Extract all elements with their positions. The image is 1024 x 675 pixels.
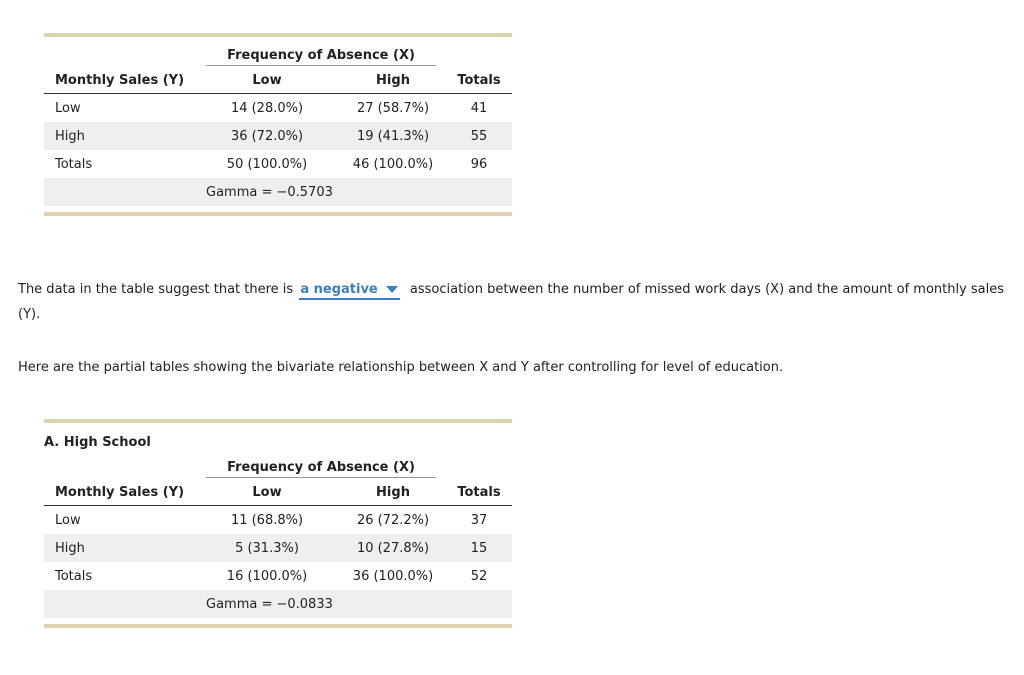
crosstab-table-2 [44, 419, 512, 631]
cell-high: 36 (100.0%) [352, 569, 434, 584]
association-dropdown[interactable] [299, 282, 399, 300]
cell-high: 19 (41.3%) [356, 129, 430, 144]
col-header-low: Low [252, 485, 282, 500]
association-sentence [18, 277, 1013, 327]
row-label: Low [55, 513, 81, 528]
gamma-value: Gamma = −0.0833 [206, 597, 333, 612]
row-label: High [55, 129, 85, 144]
cell-total: 41 [470, 101, 488, 116]
group-header: Frequency of Absence (X) [206, 48, 436, 66]
group-header: Frequency of Absence (X) [206, 460, 436, 478]
cell-high: 10 (27.8%) [356, 541, 430, 556]
table-row [44, 562, 512, 590]
gamma-row [44, 178, 512, 206]
partial-tables-intro: Here are the partial tables showing the bivariate relationship between X and Y after controlling for level of education. [18, 360, 784, 375]
row-header: Monthly Sales (Y) [55, 485, 185, 500]
sentence-before: The data in the table suggest that there is [18, 282, 294, 297]
cell-total: 96 [470, 157, 488, 172]
table-bottom-rule [44, 624, 512, 628]
cell-low: 50 (100.0%) [226, 157, 308, 172]
row-label: Low [55, 101, 81, 116]
gamma-row [44, 590, 512, 618]
col-header-totals: Totals [457, 485, 501, 500]
row-label: Totals [55, 157, 93, 172]
chevron-down-icon [386, 286, 398, 293]
cell-high: 27 (58.7%) [356, 101, 430, 116]
cell-low: 36 (72.0%) [230, 129, 304, 144]
table-caption: A. High School [44, 435, 151, 450]
cell-total: 37 [470, 513, 488, 528]
col-header-low: Low [252, 73, 282, 88]
row-label: High [55, 541, 85, 556]
table-row [44, 122, 512, 150]
table-row [44, 94, 512, 122]
table-header-row [44, 479, 512, 506]
table-row [44, 534, 512, 562]
cell-low: 11 (68.8%) [230, 513, 304, 528]
cell-total: 55 [470, 129, 488, 144]
table-row [44, 506, 512, 534]
table-top-rule [44, 33, 512, 37]
col-header-high: High [376, 73, 410, 88]
cell-total: 15 [470, 541, 488, 556]
cell-low: 14 (28.0%) [230, 101, 304, 116]
table-header-row [44, 67, 512, 94]
cell-low: 16 (100.0%) [226, 569, 308, 584]
sentence-after: association between the number of missed work days (X) and the amount of monthly sales (Y). [18, 282, 1005, 322]
row-label: Totals [55, 569, 93, 584]
row-header: Monthly Sales (Y) [55, 73, 185, 88]
table-top-rule [44, 419, 512, 423]
cell-high: 46 (100.0%) [352, 157, 434, 172]
table-row [44, 150, 512, 178]
table-bottom-rule [44, 212, 512, 216]
col-header-high: High [376, 485, 410, 500]
crosstab-table-1 [44, 33, 512, 218]
gamma-value: Gamma = −0.5703 [206, 185, 333, 200]
cell-high: 26 (72.2%) [356, 513, 430, 528]
cell-total: 52 [470, 569, 488, 584]
cell-low: 5 (31.3%) [235, 541, 299, 556]
dropdown-value: a negative [300, 282, 378, 297]
col-header-totals: Totals [457, 73, 501, 88]
